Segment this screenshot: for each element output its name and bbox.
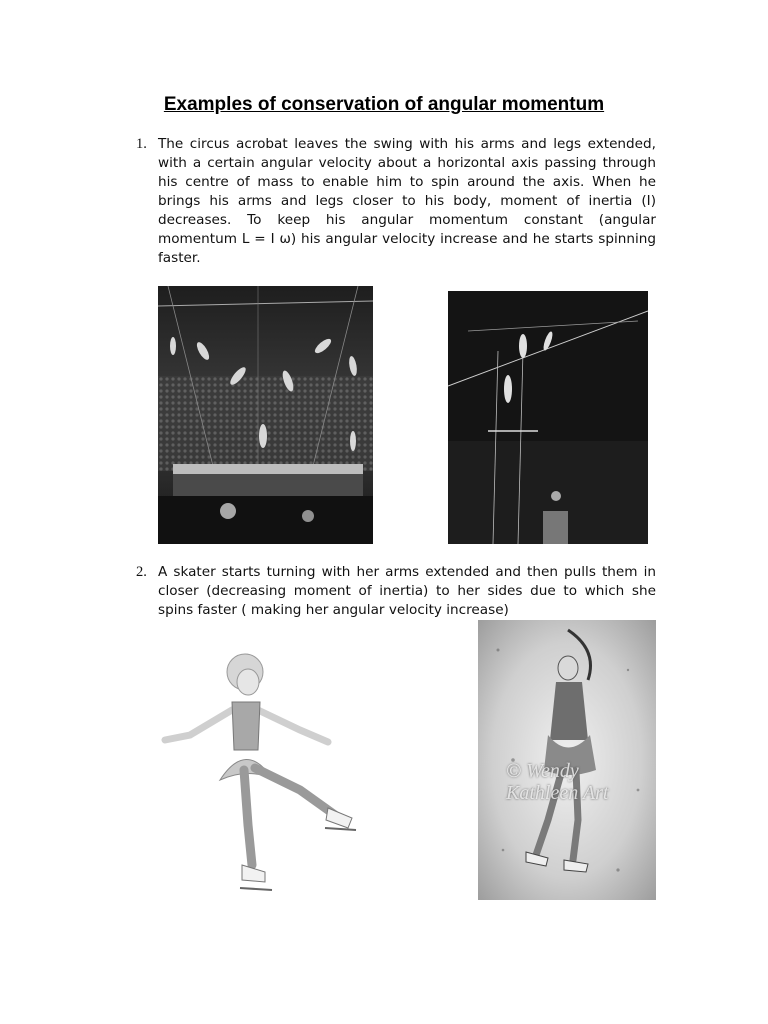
list-item-2	[136, 563, 656, 623]
figure-skater-illustration	[160, 650, 360, 895]
list-item-text: A skater starts turning with her arms extended and then pulls them in closer (decreasing moment of inertia) to her sides due to which she spins faster ( making her angular velocity increase)	[158, 564, 656, 618]
list-item-number: 2.	[136, 564, 147, 580]
trapeze-artists-photo	[448, 291, 648, 544]
list-item-1	[136, 135, 656, 275]
page-title: Examples of conservation of angular momentum	[163, 94, 605, 115]
watercolor-skater-painting	[478, 620, 656, 900]
list-item-text: The circus acrobat leaves the swing with his arms and legs extended, with a certain angular velocity about a horizontal axis passing through his centre of mass to enable him to spin around the axis. When he brings his arms and legs closer to his body, moment of inertia (I) decreases. To keep his angular momentum constant (angular momentum L = I ω) his angular velocity increase and he starts spinning faster.	[158, 136, 656, 266]
list-item-number: 1.	[136, 136, 147, 152]
watermark-text: © Wendy Kathleen Art	[506, 760, 609, 804]
circus-acrobats-photo	[158, 286, 373, 544]
